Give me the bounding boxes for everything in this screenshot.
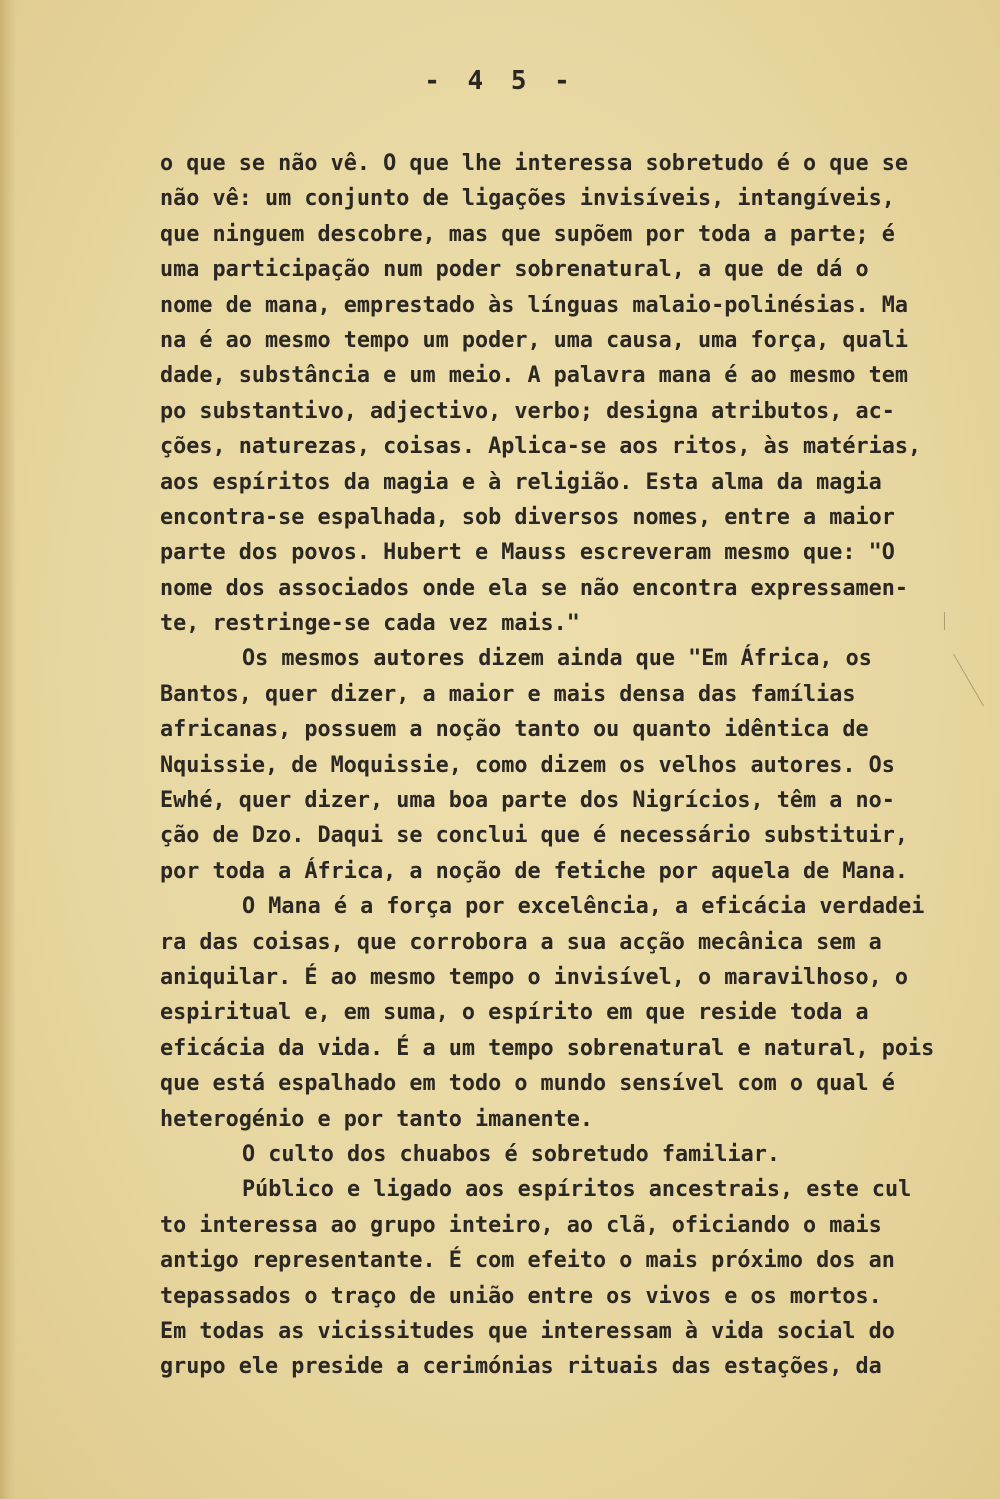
text-line: não vê: um conjunto de ligações invisíveis, intangíveis, [160, 186, 895, 212]
paragraph-start-line: Público e ligado aos espíritos ancestrais, este cul [242, 1177, 912, 1203]
text-line: por toda a África, a noção de fetiche por aquela de Mana. [160, 858, 909, 884]
page-left-edge [0, 0, 16, 1499]
paragraph-start-line: O culto dos chuabos é sobretudo familiar. [242, 1141, 781, 1167]
text-line: nome dos associados onde ela se não encontra expressamen- [160, 575, 909, 601]
text-line: o que se não vê. O que lhe interessa sobretudo é o que se [160, 151, 909, 176]
text-line: espiritual e, em suma, o espírito em que reside toda a [160, 1000, 869, 1026]
text-line: Nquissie, de Moquissie, como dizem os velhos autores. Os [160, 752, 895, 778]
text-line: Ewhé, quer dizer, uma boa parte dos Nigrícios, têm a no- [160, 788, 895, 814]
text-line: to interessa ao grupo inteiro, ao clã, oficiando o mais [160, 1212, 882, 1238]
text-line: na é ao mesmo tempo um poder, uma causa, uma força, quali [160, 327, 909, 353]
text-line: africanas, possuem a noção tanto ou quanto idêntica de [160, 717, 869, 743]
body-text [160, 146, 990, 1385]
text-line: Bantos, quer dizer, a maior e mais densa das famílias [160, 681, 856, 707]
text-line: uma participação num poder sobrenatural, a que de dá o [160, 257, 869, 283]
text-line: grupo ele preside a cerimónias rituais das estações, da [160, 1354, 882, 1380]
text-line: ções, naturezas, coisas. Aplica-se aos ritos, às matérias, [160, 434, 922, 460]
text-line: encontra-se espalhada, sob diversos nomes, entre a maior [160, 504, 895, 530]
text-line: antigo representante. É com efeito o mais próximo dos an [160, 1248, 895, 1274]
text-line: tepassados o traço de união entre os vivos e os mortos. [160, 1283, 882, 1309]
paragraph-start-line: O Mana é a força por excelência, a eficácia verdadei [242, 894, 925, 920]
text-line: que ninguem descobre, mas que supõem por toda a parte; é [160, 221, 895, 247]
text-line: que está espalhado em todo o mundo sensível com o qual é [160, 1071, 895, 1097]
text-line: po substantivo, adjectivo, verbo; designa atributos, ac- [160, 398, 895, 424]
text-line: Em todas as vicissitudes que interessam à vida social do [160, 1318, 895, 1344]
text-line: ra das coisas, que corrobora a sua acção mecânica sem a [160, 929, 882, 955]
paragraph-start-line: Os mesmos autores dizem ainda que "Em África, os [242, 646, 872, 672]
text-line: heterogénio e por tanto imanente. [160, 1106, 594, 1132]
text-line: ção de Dzo. Daqui se conclui que é necessário substituir, [160, 823, 909, 849]
text-line: aniquilar. É ao mesmo tempo o invisível, o maravilhoso, o [160, 964, 909, 990]
page-number: - 4 5 - [424, 66, 576, 96]
text-line: nome de mana, emprestado às línguas malaio-polinésias. Ma [160, 292, 909, 318]
text-line: eficácia da vida. É a um tempo sobrenatural e natural, pois [160, 1035, 935, 1061]
text-line: te, restringe-se cada vez mais." [160, 611, 580, 637]
text-line: aos espíritos da magia e à religião. Esta alma da magia [160, 469, 882, 495]
text-line: dade, substância e um meio. A palavra mana é ao mesmo tem [160, 363, 909, 389]
text-line: parte dos povos. Hubert e Mauss escreveram mesmo que: "O [160, 540, 895, 566]
